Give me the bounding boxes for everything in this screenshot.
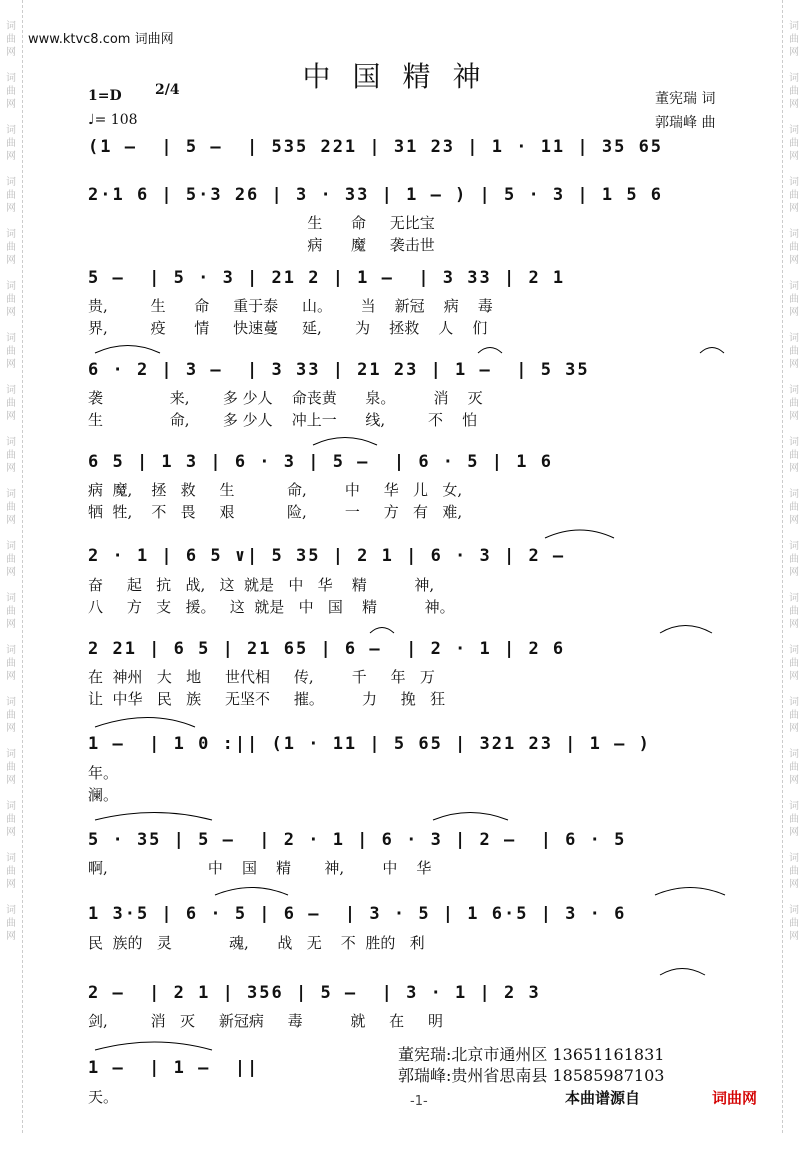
contact-composer: 郭瑞峰:贵州省思南县 18585987103 bbox=[398, 1066, 665, 1085]
score-system-7: 2 21 | 6 5 | 21 65 | 6 – | 2 · 1 | 2 6 bbox=[88, 639, 566, 659]
score-system-2: 2·1 6 | 5·3 26 | 3 · 33 | 1 – ) | 5 · 3 | 1 5 6 bbox=[88, 185, 664, 205]
score-system-11: 2 – | 2 1 | 356 | 5 – | 3 · 1 | 2 3 bbox=[88, 983, 541, 1003]
time-signature: 2/4 bbox=[155, 82, 180, 98]
lyric-verse1-system-11: 剑, 消 灭 新冠病 毒 就 在 明 bbox=[88, 1012, 444, 1030]
site-label: www.ktvc8.com 词曲网 bbox=[28, 32, 174, 47]
score-system-8: 1 – | 1 0 :|| (1 · 11 | 5 65 | 321 23 | 1 – ) bbox=[88, 734, 651, 754]
score-system-6: 2 · 1 | 6 5 ∨| 5 35 | 2 1 | 6 · 3 | 2 – bbox=[88, 546, 566, 566]
lyric-verse2-system-5: 牺 牲, 不 畏 艰 险, 一 方 有 难, bbox=[88, 503, 463, 521]
composer-credit: 郭瑞峰 曲 bbox=[655, 115, 716, 131]
song-title: 中国精神 bbox=[302, 60, 503, 93]
lyric-verse2-system-2: 病 魔 袭击世 bbox=[88, 236, 435, 254]
contact-lyricist: 董宪瑞:北京市通州区 13651161831 bbox=[398, 1045, 665, 1064]
page-number: -1- bbox=[410, 1094, 428, 1109]
tempo-mark: ♩= 108 bbox=[88, 112, 138, 128]
lyric-verse1-system-10: 民 族的 灵 魂, 战 无 不 胜的 利 bbox=[88, 934, 425, 952]
lyric-verse1-system-7: 在 神州 大 地 世代相 传, 千 年 万 bbox=[88, 668, 435, 686]
brand-logo-text[interactable]: 词曲网 bbox=[712, 1089, 758, 1107]
score-system-1: (1 – | 5 – | 535 221 | 31 23 | 1 · 11 | 35 65 bbox=[88, 137, 664, 157]
lyric-verse2-system-3: 界, 疫 情 快速蔓 延, 为 拯救 人 们 bbox=[88, 319, 488, 337]
score-system-9: 5 · 35 | 5 – | 2 · 1 | 6 · 3 | 2 – | 6 · 5 bbox=[88, 830, 627, 850]
lyric-verse1-system-4: 袭 来, 多 少人 命丧黄 泉。 消 灭 bbox=[88, 389, 483, 407]
lyricist-credit: 董宪瑞 词 bbox=[655, 91, 716, 107]
watermark-left: 词 曲 网 词 曲 网 词 曲 网 词 曲 网 词 曲 网 词 曲 网 词 曲 网 词 曲 网 词 曲 网 词 曲 网 词 曲 网 词 曲 网 词 曲 网 词 曲 网 词 曲 网 词 曲 网 词 曲 网 词 曲 网 bbox=[6, 21, 16, 942]
lyric-verse1-system-3: 贵, 生 命 重于泰 山。 当 新冠 病 毒 bbox=[88, 297, 493, 315]
lyric-verse2-system-4: 生 命, 多 少人 冲上一 线, 不 怕 bbox=[88, 411, 478, 429]
lyric-verse1-system-5: 病 魔, 拯 救 生 命, 中 华 儿 女, bbox=[88, 481, 463, 499]
watermark-right: 词 曲 网 词 曲 网 词 曲 网 词 曲 网 词 曲 网 词 曲 网 词 曲 网 词 曲 网 词 曲 网 词 曲 网 词 曲 网 词 曲 网 词 曲 网 词 曲 网 词 曲 网 词 曲 网 词 曲 网 词 曲 网 bbox=[789, 21, 799, 942]
score-system-10: 1 3·5 | 6 · 5 | 6 – | 3 · 5 | 1 6·5 | 3 · 6 bbox=[88, 904, 627, 924]
lyric-verse1-system-2: 生 命 无比宝 bbox=[88, 214, 435, 232]
key-signature: 1=D bbox=[88, 88, 122, 104]
lyric-verse2-system-7: 让 中华 民 族 无坚不 摧。 力 挽 狂 bbox=[88, 690, 446, 708]
score-system-5: 6 5 | 1 3 | 6 · 3 | 5 – | 6 · 5 | 1 6 bbox=[88, 452, 553, 472]
score-system-3: 5 – | 5 · 3 | 21 2 | 1 – | 3 33 | 2 1 bbox=[88, 268, 566, 288]
lyric-verse1-system-12: 天。 bbox=[88, 1088, 119, 1106]
lyric-verse2-system-6: 八 方 支 援。 这 就是 中 国 精 神。 bbox=[88, 598, 455, 616]
score-system-4: 6 · 2 | 3 – | 3 33 | 21 23 | 1 – | 5 35 bbox=[88, 360, 590, 380]
contact-block bbox=[398, 1044, 664, 1086]
lyric-verse1-system-8: 年。 bbox=[88, 764, 119, 782]
lyric-verse1-system-9: 啊, 中 国 精 神, 中 华 bbox=[88, 859, 432, 877]
source-label: 本曲谱源自 bbox=[565, 1089, 641, 1107]
score-system-12: 1 – | 1 – || bbox=[88, 1058, 260, 1078]
lyric-verse2-system-8: 澜。 bbox=[88, 786, 119, 804]
lyric-verse1-system-6: 奋 起 抗 战, 这 就是 中 华 精 神, bbox=[88, 576, 435, 594]
